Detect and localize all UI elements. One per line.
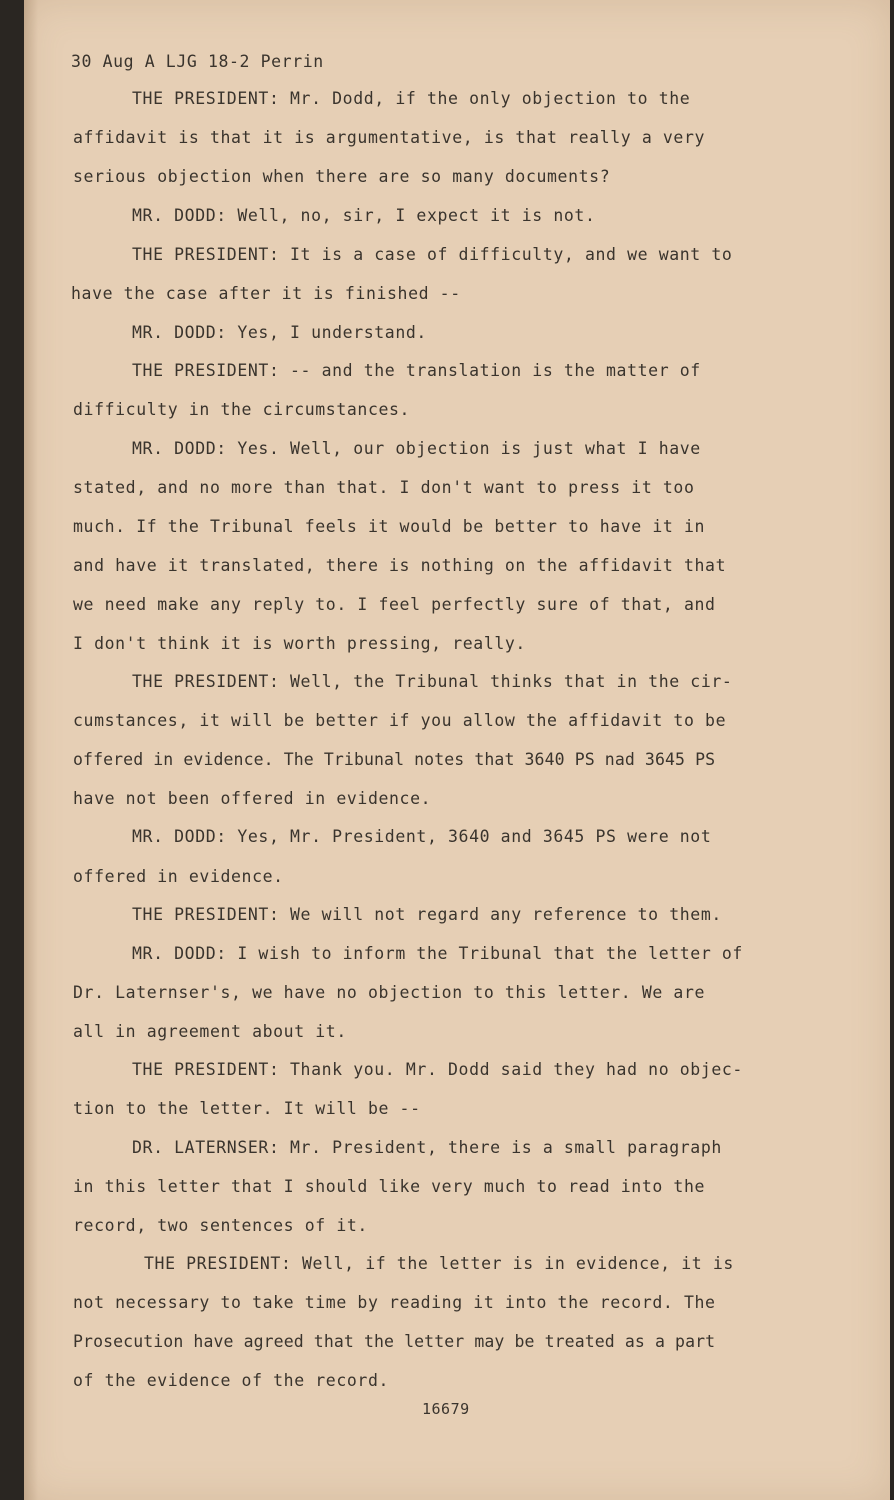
transcript-line: THE PRESIDENT: Thank you. Mr. Dodd said they had no objec-	[132, 1060, 743, 1079]
transcript-line: THE PRESIDENT: Well, if the letter is in evidence, it is	[144, 1254, 734, 1273]
transcript-line: tion to the letter. It will be --	[73, 1099, 421, 1118]
transcript-line: stated, and no more than that. I don't want to press it too	[73, 478, 695, 497]
transcript-line: THE PRESIDENT: Mr. Dodd, if the only objection to the	[132, 89, 691, 108]
transcript-line: Dr. Laternser's, we have no objection to this letter. We are	[73, 983, 706, 1002]
transcript-line: MR. DODD: Yes, Mr. President, 3640 and 3645 PS were not	[132, 827, 712, 846]
transcript-line: MR. DODD: Yes. Well, our objection is just what I have	[132, 439, 701, 458]
transcript-line: difficulty in the circumstances.	[73, 400, 411, 419]
transcript-line: all in agreement about it.	[73, 1022, 347, 1041]
transcript-line: much. If the Tribunal feels it would be better to have it in	[73, 517, 706, 536]
document-page	[24, 0, 890, 1500]
transcript-line: MR. DODD: I wish to inform the Tribunal that the letter of	[132, 944, 743, 963]
transcript-line: in this letter that I should like very much to read into the	[73, 1177, 706, 1196]
transcript-line: not necessary to take time by reading it into the record. The	[73, 1293, 716, 1312]
page-header: 30 Aug A LJG 18-2 Perrin	[71, 52, 324, 71]
transcript-line: offered in evidence.	[73, 867, 284, 886]
transcript-line: DR. LATERNSER: Mr. President, there is a small paragraph	[132, 1138, 722, 1157]
transcript-line: THE PRESIDENT: Well, the Tribunal thinks that in the cir-	[132, 672, 733, 691]
transcript-line: have not been offered in evidence.	[73, 789, 432, 808]
page-number: 16679	[422, 1400, 470, 1418]
transcript-line: MR. DODD: Yes, I understand.	[132, 323, 427, 342]
transcript-line: cumstances, it will be better if you allow the affidavit to be	[73, 711, 727, 730]
transcript-line: of the evidence of the record.	[73, 1371, 390, 1390]
transcript-line: have the case after it is finished --	[71, 284, 461, 303]
transcript-line: THE PRESIDENT: We will not regard any reference to them.	[132, 905, 722, 924]
transcript-line: THE PRESIDENT: -- and the translation is the matter of	[132, 361, 701, 380]
transcript-line: I don't think it is worth pressing, really.	[73, 634, 526, 653]
transcript-line: we need make any reply to. I feel perfectly sure of that, and	[73, 595, 716, 614]
transcript-line: and have it translated, there is nothing on the affidavit that	[73, 556, 727, 575]
transcript-line: record, two sentences of it.	[73, 1216, 368, 1235]
transcript-line: THE PRESIDENT: It is a case of difficulty, and we want to	[132, 245, 733, 264]
transcript-line: MR. DODD: Well, no, sir, I expect it is not.	[132, 206, 596, 225]
transcript-line: affidavit is that it is argumentative, is that really a very	[73, 128, 706, 147]
transcript-line: serious objection when there are so many documents?	[73, 167, 611, 186]
transcript-line: Prosecution have agreed that the letter may be treated as a part	[73, 1332, 716, 1351]
transcript-line: offered in evidence. The Tribunal notes that 3640 PS nad 3645 PS	[73, 750, 716, 769]
